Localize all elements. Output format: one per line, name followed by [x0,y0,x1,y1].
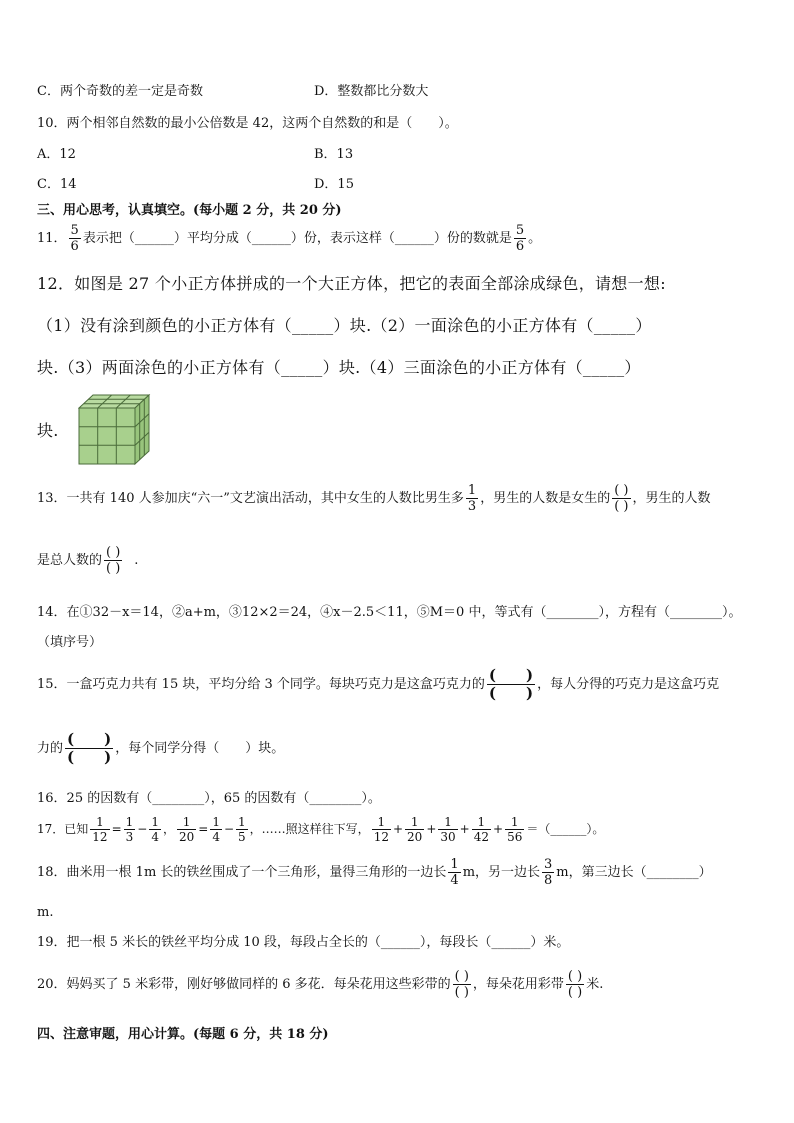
q12-line-1: 12．如图是 27 个小正方体拼成的一个大正方体，把它的表面全部涂成绿色，请想一想: [37,274,666,293]
q20-blank-fraction-1: $\frac{( )}{( )}$ [454,969,469,1000]
q19: 19．把一根 5 米长的铁丝平均分成 10 段，每段占全长的（______），每段长（______）米。 [37,935,570,950]
q20-blank-fraction-2: $\frac{( )}{( )}$ [567,969,583,1000]
q15-line-2: 力的 $\frac{( )}{( )}$ ，每个同学分得（ ）块。 [37,730,285,766]
q12-line-3: 块.（3）两面涂色的小正方体有（_____）块.（4）三面涂色的小正方体有（_____） [37,358,641,377]
q13-fraction-one-third: $\frac{1}{3}$ [467,483,477,514]
q10-stem: 10．两个相邻自然数的最小公倍数是 42，这两个自然数的和是（ ）。 [37,116,458,131]
q15-blank-fraction-2: $\frac{( )}{( )}$ [67,730,112,766]
q11: 11． $\frac{5}{6}$ 表示把（______）平均分成（______）份，表示这样（______）份的数就是 $\frac{5}{6}$ 。 [37,223,542,254]
q18-line-1: 18．曲米用一根 1m 长的铁丝围成了一个三角形，量得三角形的一边长 $\frac{1}{4}$ m，另一边长 $\frac{3}{8}$ m，第三边长（________） [37,857,712,888]
q10-option-c: C．14 [37,177,77,192]
q20: 20．妈妈买了 5 米彩带，刚好够做同样的 6 多花．每朵花用这些彩带的 $\frac{( )}{( )}$ ，每朵花用彩带 $\frac{( )}{( )}$ 米. [37,969,604,1000]
q11-prefix: 11． [37,231,67,246]
q13-line-1: 13．一共有 140 人参加庆“六一”文艺演出活动，其中女生的人数比男生多 $\frac{1}{3}$ ，男生的人数是女生的 $\frac{( )}{( )}$ ，男生的人数 [37,483,711,514]
q11-fraction-2: $\frac{5}{6}$ [515,223,525,254]
q15-blank-fraction-1: $\frac{( )}{( )}$ [488,666,534,702]
q14-line-1: 14．在①32－x＝14，②a+m，③12×2＝24，④x－2.5＜11，⑤M＝0 中，等式有（________），方程有（________）。 [37,605,742,620]
section-4-heading: 四、注意审题，用心计算。(每题 6 分，共 18 分) [37,1027,329,1042]
q15-line-1: 15．一盒巧克力共有 15 块，平均分给 3 个同学。每块巧克力是这盒巧克力的 $\frac{( )}{( )}$ ，每人分得的巧克力是这盒巧克 [37,666,720,702]
q12-line-2: （1）没有涂到颜色的小正方体有（_____）块.（2）一面涂色的小正方体有（_____） [37,316,652,335]
q14-line-2: （填序号） [37,635,103,650]
q9-option-d: D．整数都比分数大 [314,84,429,99]
section-3-heading: 三、用心思考，认真填空。(每小题 2 分，共 20 分) [37,203,342,218]
q11-text: 表示把（______）平均分成（______）份，表示这样（______）份的数就是 [82,231,512,246]
q11-fraction-1: $\frac{5}{6}$ [70,223,79,254]
green-cube-figure [78,394,154,466]
q10-option-a: A．12 [37,147,76,162]
q17: 17．已知 $\frac{1}{12}$ = $\frac{1}{3}$ − $\frac{1}{4}$ ， $\frac{1}{20}$ = $\frac{1}{4}$ − $\frac{1}{5}$ ，……照这样往下写， $\frac{1}{12}$ + $\frac{1}{20}$ + $\frac{1}{30}$ + $\frac{1}{42}$ + $\frac{1}{56}$ ＝（______）。 [37,815,605,844]
q9-option-c: C．两个奇数的差一定是奇数 [37,84,203,99]
q18-line-2: m. [37,905,54,920]
q13-line-2: 是总人数的 $\frac{( )}{( )}$ . [37,545,139,576]
q10-option-d: D．15 [314,177,354,192]
q12-line-4: 块. [37,421,59,440]
q16: 16．25 的因数有（________），65 的因数有（________）。 [37,791,381,806]
q13-blank-fraction-1: $\frac{( )}{( )}$ [614,483,629,514]
q10-option-b: B．13 [314,147,354,162]
q13-blank-fraction-2: $\frac{( )}{( )}$ [106,545,121,576]
